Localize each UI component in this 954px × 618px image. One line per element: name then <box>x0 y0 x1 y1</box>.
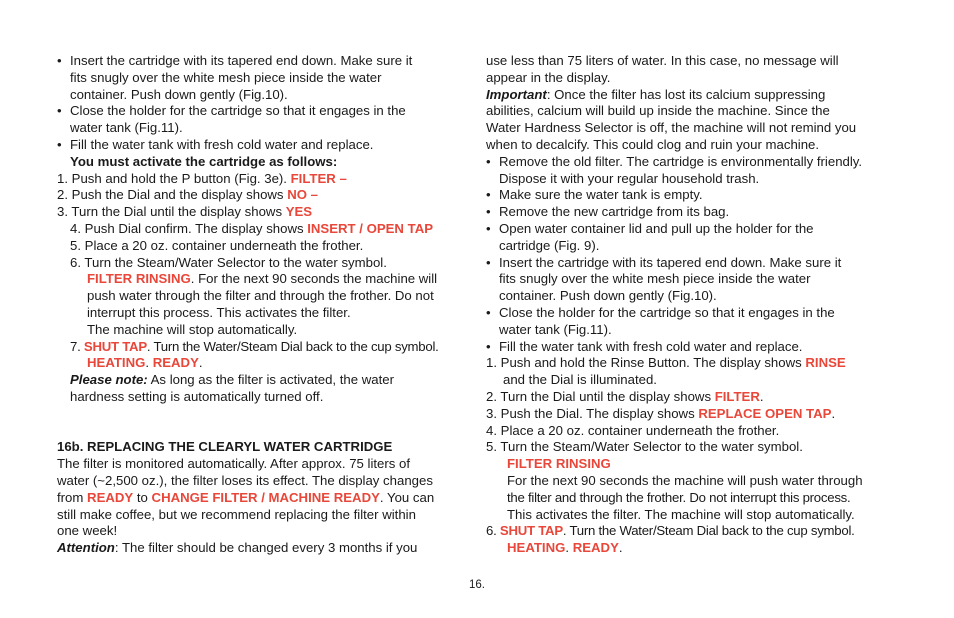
list-item: • Close the holder for the cartridge so that it engages in the <box>486 304 835 320</box>
bullet: • <box>486 204 491 220</box>
display-message: NO – <box>287 187 318 203</box>
paragraph: The filter is monitored automatically. After approx. 75 liters of <box>57 456 411 472</box>
bullet: • <box>486 153 491 169</box>
right-column: use less than 75 liters of water. In this case, no message will appear in the display. Important: Once the filter has lost its calcium suppressing abilities, calcium will build up inside the machine. Since the Water Hardness Selector is off, the machine will not remind you when to decalcify. This could clog and ruin your machine. • Remove the old filter. The cartridge is environmentally friendly. Dispose it with your regular household trash. • Make sure the water tank is empty. • Remove the new cartridge from its bag. • Open water container lid and pull up the holder for the cartridge (Fig. 9). • Insert the cartridge with its tapered end down. Make sure it fits snugly over the white mesh piece inside the water container. Push down gently (Fig.10). • Close the holder for the cartridge so that it engages in the water tank (Fig.11). • Fill the water tank with fresh cold water and replace. 1. Push and hold the Rinse Button. The display shows RINSE and the Dial is illuminated. 2. Turn the Dial until the display shows FILTER. 3. Push the Dial. The display shows REPLACE OPEN TAP. 4. Place a 20 oz. container underneath the frother. 5. Turn the Steam/Water Selector to the water symbol. FILTER RINSING For the next 90 seconds the machine will push water through the filter and through the frother. Do not interrupt this process. This activates the filter. The machine will stop automatically. 6. SHUT TAP. Turn the Water/Steam Dial back to the cup symbol. HEATING. READY. <box>486 53 906 557</box>
display-message: FILTER <box>714 388 760 404</box>
list-item: • Make sure the water tank is empty. <box>486 187 703 203</box>
list-item: • Fill the water tank with fresh cold water and replace. <box>57 136 374 152</box>
step-3: 3. Push the Dial. The display shows REPLACE OPEN TAP. <box>486 405 836 421</box>
list-item: • Remove the old filter. The cartridge is environmentally friendly. <box>486 153 863 169</box>
note: Please note: As long as the filter is activated, the water <box>70 372 394 388</box>
display-message: RINSE <box>805 355 846 371</box>
display-message: HEATING <box>87 355 146 371</box>
step-2: 2. Turn the Dial until the display shows FILTER. <box>486 388 764 404</box>
step-3: 3. Turn the Dial until the display shows YES <box>57 204 313 220</box>
step-2: 2. Push the Dial and the display shows NO – <box>57 187 318 203</box>
step-6: 6. Turn the Steam/Water Selector to the water symbol. <box>70 254 387 270</box>
display-message: SHUT TAP <box>83 338 147 354</box>
list-item: • Insert the cartridge with its tapered end down. Make sure it <box>57 53 413 68</box>
step-4: 4. Place a 20 oz. container underneath the frother. <box>486 422 780 438</box>
list-item: • Fill the water tank with fresh cold water and replace. <box>486 338 803 354</box>
list-item: • Open water container lid and pull up the holder for the <box>486 220 814 236</box>
step-5: 5. Place a 20 oz. container underneath the frother. <box>70 237 364 253</box>
step-4: 4. Push Dial confirm. The display shows INSERT / OPEN TAP <box>70 220 434 236</box>
attention-note: Attention: The filter should be changed every 3 months if you <box>57 540 418 556</box>
bullet: • <box>486 304 491 320</box>
bullet: • <box>486 220 491 236</box>
bullet: • <box>57 103 62 119</box>
step-7: 7. SHUT TAP. Turn the Water/Steam Dial back to the cup symbol. <box>70 338 439 354</box>
display-message: FILTER RINSING <box>87 271 191 287</box>
list-item: • Remove the new cartridge from its bag. <box>486 204 730 220</box>
display-message: READY <box>87 489 134 505</box>
display-message: FILTER – <box>290 170 347 186</box>
left-column: • Insert the cartridge with its tapered end down. Make sure it fits snugly over the white mesh piece inside the water container. Push down gently (Fig.10). • Close the holder for the cartridge so that it engages in the water tank (Fig.11). • Fill the water tank with fresh cold water and replace. You must activate the cartridge as follows: 1. Push and hold the P button (Fig. 3e). FILTER – 2. Push the Dial and the display shows NO – 3. Turn the Dial until the display shows YES 4. Push Dial confirm. The display shows INSERT / OPEN TAP 5. Place a 20 oz. container underneath the frother. 6. Turn the Steam/Water Selector to the water symbol. FILTER RINSING. For the next 90 seconds the machine will push water through the filter and through the frother. Do not interrupt this process. This activates the filter. The machine will stop automatically. 7. SHUT TAP. Turn the Water/Steam Dial back to the cup symbol. HEATING. READY. Please note: As long as the filter is activated, the water hardness setting is automatically turned off. 16b. REPLACING THE CLEARYL WATER CARTRIDGE The filter is monitored automatically. After approx. 75 liters of water (~2,500 oz.), the filter loses its effect. The display changes from READY to CHANGE FILTER / MACHINE READY. You can still make coffee, but we recommend replacing the filter within one week! Attention: The filter should be changed every 3 months if you <box>57 53 477 557</box>
display-message: INSERT / OPEN TAP <box>307 220 434 236</box>
important-note: Important: Once the filter has lost its calcium suppressing <box>486 86 826 102</box>
bullet: • <box>57 136 62 152</box>
display-message: YES <box>285 204 313 220</box>
display-message: FILTER RINSING <box>507 456 611 472</box>
page-number: 16. <box>469 579 485 591</box>
bullet: • <box>486 338 491 354</box>
list-item: • Insert the cartridge with its tapered end down. Make sure it <box>486 254 842 270</box>
section-heading: 16b. REPLACING THE CLEARYL WATER CARTRIDGE <box>57 439 393 455</box>
bullet: • <box>486 187 491 203</box>
display-message: READY <box>152 355 199 371</box>
bullet: • <box>486 254 491 270</box>
activation-heading: You must activate the cartridge as follows: <box>70 153 338 169</box>
step-5: 5. Turn the Steam/Water Selector to the water symbol. <box>486 439 803 455</box>
display-message: CHANGE FILTER / MACHINE READY <box>151 489 380 505</box>
step-1: 1. Push and hold the Rinse Button. The display shows RINSE <box>486 355 846 371</box>
list-item: • Close the holder for the cartridge so that it engages in the <box>57 103 406 119</box>
display-message: REPLACE OPEN TAP <box>698 405 832 421</box>
display-message: READY <box>572 540 619 556</box>
step-6: 6. SHUT TAP. Turn the Water/Steam Dial back to the cup symbol. <box>486 523 855 539</box>
bullet: • <box>57 53 62 68</box>
display-message: HEATING <box>507 540 566 556</box>
step-1: 1. Push and hold the P button (Fig. 3e). FILTER – <box>57 170 347 186</box>
display-message: SHUT TAP <box>499 523 563 539</box>
